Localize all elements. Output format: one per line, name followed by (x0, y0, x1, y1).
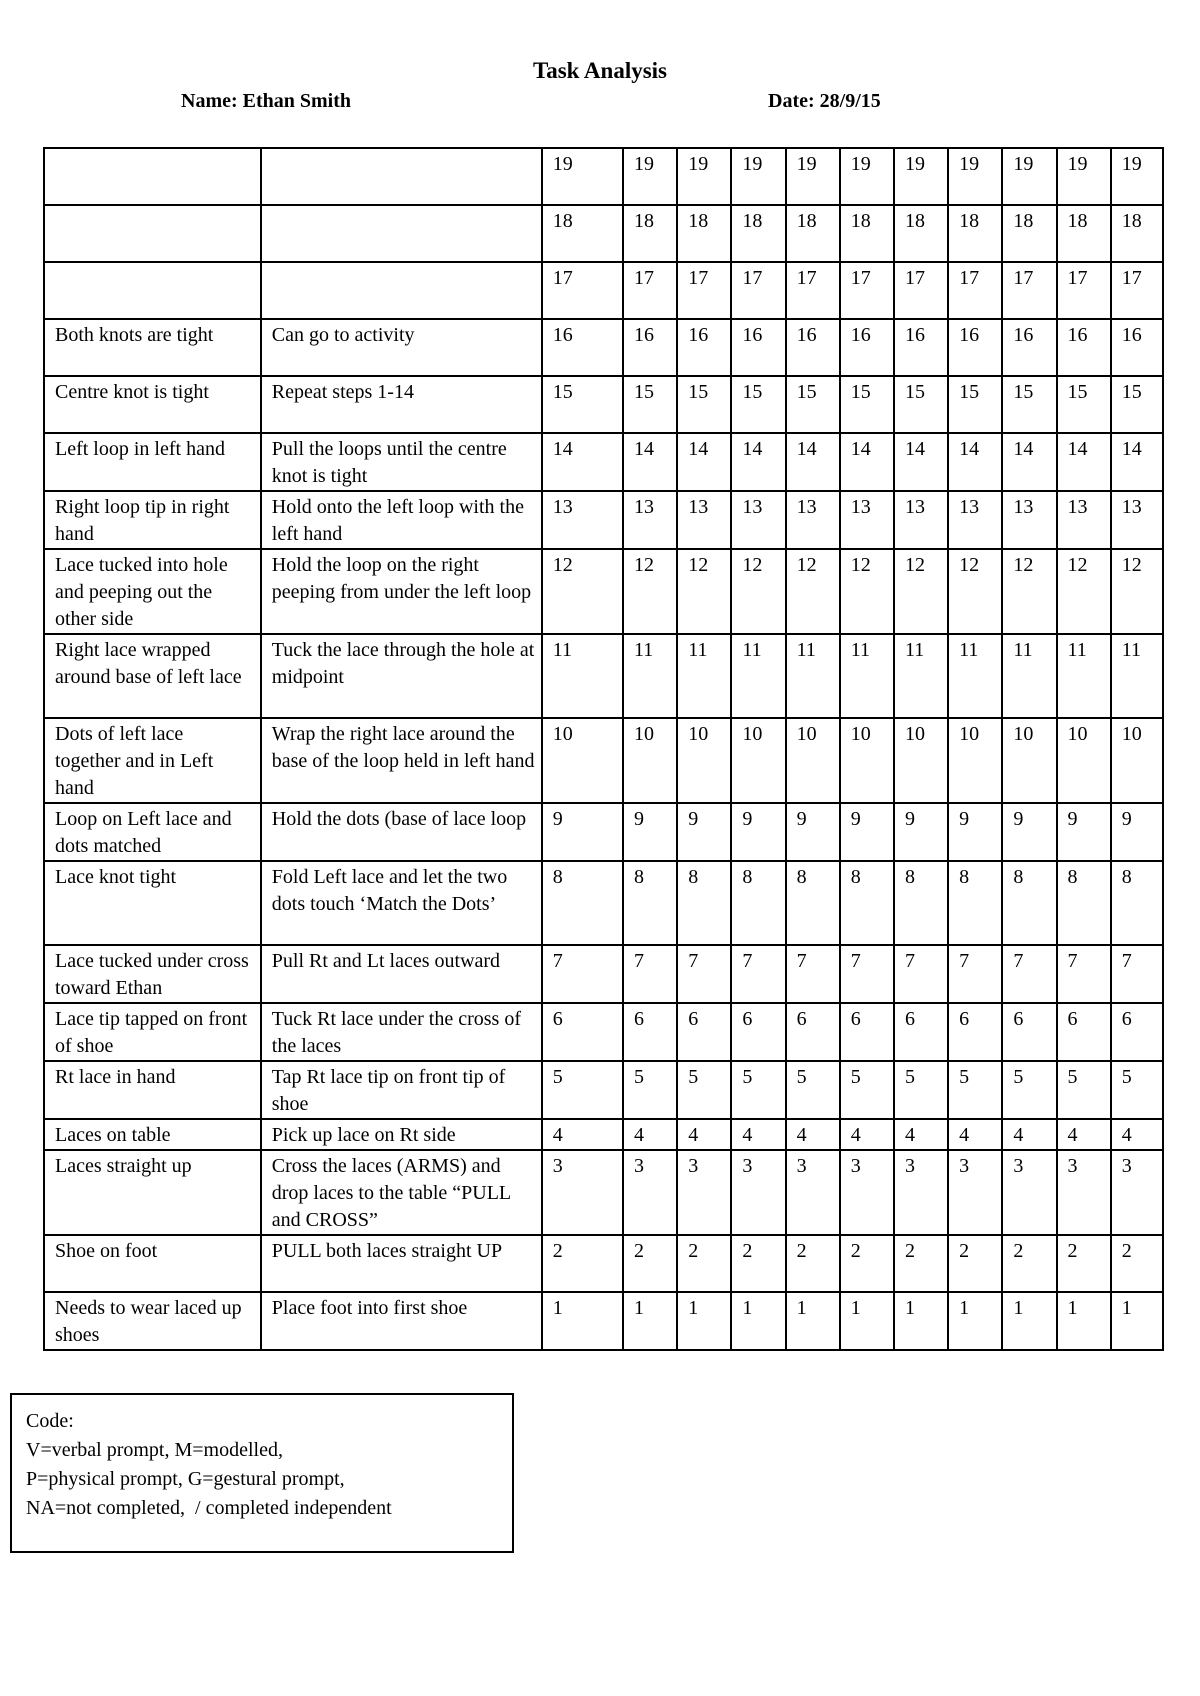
trial-cell[interactable]: 15 (948, 376, 1002, 433)
stimulus-cell: Both knots are tight (44, 319, 261, 376)
trial-cell[interactable]: 2 (623, 1235, 677, 1292)
trial-cell[interactable]: 17 (542, 262, 623, 319)
trial-cell[interactable]: 11 (1111, 634, 1163, 718)
trial-cell[interactable]: 13 (948, 491, 1002, 549)
trial-cell[interactable]: 7 (840, 945, 894, 1003)
trial-cell[interactable]: 15 (1111, 376, 1163, 433)
trial-cell[interactable]: 5 (894, 1061, 948, 1119)
trial-cell[interactable]: 17 (1111, 262, 1163, 319)
trial-cell[interactable]: 11 (948, 634, 1002, 718)
response-cell: Hold the loop on the right peeping from under the left loop (261, 549, 542, 634)
trial-cell[interactable]: 4 (677, 1119, 731, 1150)
trial-cell[interactable]: 17 (677, 262, 731, 319)
table-row (44, 1150, 1163, 1235)
trial-cell[interactable]: 16 (1111, 319, 1163, 376)
trial-cell[interactable]: 17 (894, 262, 948, 319)
table-row (44, 945, 1163, 1003)
trial-cell[interactable]: 8 (840, 861, 894, 945)
trial-cell[interactable]: 14 (786, 433, 840, 491)
trial-cell[interactable]: 1 (840, 1292, 894, 1350)
student-name: Name: Ethan Smith (181, 90, 352, 112)
trial-cell[interactable]: 2 (677, 1235, 731, 1292)
trial-cell[interactable]: 19 (1002, 148, 1056, 205)
trial-cell[interactable]: 13 (623, 491, 677, 549)
response-cell (261, 262, 542, 319)
response-cell: Repeat steps 1-14 (261, 376, 542, 433)
trial-cell[interactable]: 14 (948, 433, 1002, 491)
trial-cell[interactable]: 6 (840, 1003, 894, 1061)
trial-cell[interactable]: 3 (1057, 1150, 1111, 1235)
assessment-date: Date: 28/9/15 (768, 90, 881, 112)
trial-cell[interactable]: 19 (1057, 148, 1111, 205)
trial-cell[interactable]: 6 (894, 1003, 948, 1061)
trial-cell[interactable]: 8 (1111, 861, 1163, 945)
trial-cell[interactable]: 16 (786, 319, 840, 376)
table-row (44, 319, 1163, 376)
trial-cell[interactable]: 7 (948, 945, 1002, 1003)
trial-cell[interactable]: 13 (677, 491, 731, 549)
table-row (44, 803, 1163, 861)
code-legend-line: NA=not completed, / completed independent (26, 1497, 392, 1519)
trial-cell[interactable]: 4 (786, 1119, 840, 1150)
trial-cell[interactable]: 16 (948, 319, 1002, 376)
response-cell (261, 205, 542, 262)
table-row (44, 262, 1163, 319)
trial-cell[interactable]: 11 (542, 634, 623, 718)
trial-cell[interactable]: 10 (894, 718, 948, 803)
stimulus-cell: Right loop tip in right hand (44, 491, 261, 549)
trial-cell[interactable]: 18 (786, 205, 840, 262)
trial-cell[interactable]: 3 (894, 1150, 948, 1235)
trial-cell[interactable]: 16 (542, 319, 623, 376)
trial-cell[interactable]: 5 (1002, 1061, 1056, 1119)
stimulus-cell: Lace tucked into hole and peeping out the other side (44, 549, 261, 634)
trial-cell[interactable]: 7 (894, 945, 948, 1003)
trial-cell[interactable]: 8 (1057, 861, 1111, 945)
trial-cell[interactable]: 8 (1002, 861, 1056, 945)
trial-cell[interactable]: 19 (840, 148, 894, 205)
trial-cell[interactable]: 13 (1111, 491, 1163, 549)
trial-cell[interactable]: 7 (786, 945, 840, 1003)
trial-cell[interactable]: 19 (1111, 148, 1163, 205)
response-cell: Pull Rt and Lt laces outward (261, 945, 542, 1003)
trial-cell[interactable]: 17 (1002, 262, 1056, 319)
stimulus-cell: Lace knot tight (44, 861, 261, 945)
trial-cell[interactable]: 6 (1002, 1003, 1056, 1061)
trial-cell[interactable]: 9 (948, 803, 1002, 861)
trial-cell[interactable]: 7 (677, 945, 731, 1003)
trial-cell[interactable]: 6 (1057, 1003, 1111, 1061)
trial-cell[interactable]: 5 (1057, 1061, 1111, 1119)
trial-cell[interactable]: 13 (1002, 491, 1056, 549)
response-cell: Hold onto the left loop with the left hand (261, 491, 542, 549)
trial-cell[interactable]: 8 (677, 861, 731, 945)
trial-cell[interactable]: 14 (1002, 433, 1056, 491)
stimulus-cell: Laces on table (44, 1119, 261, 1150)
trial-cell[interactable]: 13 (840, 491, 894, 549)
trial-cell[interactable]: 1 (623, 1292, 677, 1350)
trial-cell[interactable]: 14 (894, 433, 948, 491)
trial-cell[interactable]: 4 (731, 1119, 785, 1150)
trial-cell[interactable]: 14 (1111, 433, 1163, 491)
trial-cell[interactable]: 1 (731, 1292, 785, 1350)
trial-cell[interactable]: 15 (731, 376, 785, 433)
trial-cell[interactable]: 1 (677, 1292, 731, 1350)
trial-cell[interactable]: 1 (1002, 1292, 1056, 1350)
code-legend-line: P=physical prompt, G=gestural prompt, (26, 1468, 345, 1490)
table-row (44, 205, 1163, 262)
trial-cell[interactable]: 10 (1057, 718, 1111, 803)
table-row (44, 1292, 1163, 1350)
trial-cell[interactable]: 10 (1111, 718, 1163, 803)
stimulus-cell: Left loop in left hand (44, 433, 261, 491)
trial-cell[interactable]: 3 (731, 1150, 785, 1235)
trial-cell[interactable]: 4 (894, 1119, 948, 1150)
trial-cell[interactable]: 14 (840, 433, 894, 491)
trial-cell[interactable]: 3 (623, 1150, 677, 1235)
stimulus-cell: Loop on Left lace and dots matched (44, 803, 261, 861)
trial-cell[interactable]: 11 (623, 634, 677, 718)
stimulus-cell: Lace tip tapped on front of shoe (44, 1003, 261, 1061)
stimulus-cell (44, 205, 261, 262)
response-cell: Fold Left lace and let the two dots touch ‘Match the Dots’ (261, 861, 542, 945)
response-cell (261, 148, 542, 205)
trial-cell[interactable]: 15 (1002, 376, 1056, 433)
response-cell: Tuck the lace through the hole at midpoint (261, 634, 542, 718)
code-legend-box (10, 1393, 514, 1553)
trial-cell[interactable]: 1 (1057, 1292, 1111, 1350)
trial-cell[interactable]: 13 (542, 491, 623, 549)
stimulus-cell: Right lace wrapped around base of left lace (44, 634, 261, 718)
trial-cell[interactable]: 8 (948, 861, 1002, 945)
trial-cell[interactable]: 5 (677, 1061, 731, 1119)
trial-cell[interactable]: 18 (894, 205, 948, 262)
trial-cell[interactable]: 13 (731, 491, 785, 549)
trial-cell[interactable]: 4 (948, 1119, 1002, 1150)
trial-cell[interactable]: 16 (731, 319, 785, 376)
trial-cell[interactable]: 18 (840, 205, 894, 262)
trial-cell[interactable]: 14 (731, 433, 785, 491)
trial-cell[interactable]: 8 (786, 861, 840, 945)
trial-cell[interactable]: 1 (948, 1292, 1002, 1350)
trial-cell[interactable]: 5 (786, 1061, 840, 1119)
trial-cell[interactable]: 2 (840, 1235, 894, 1292)
trial-cell[interactable]: 5 (542, 1061, 623, 1119)
trial-cell[interactable]: 8 (542, 861, 623, 945)
response-cell: PULL both laces straight UP (261, 1235, 542, 1292)
trial-cell[interactable]: 1 (542, 1292, 623, 1350)
trial-cell[interactable]: 10 (623, 718, 677, 803)
response-cell: Pull the loops until the centre knot is tight (261, 433, 542, 491)
trial-cell[interactable]: 2 (894, 1235, 948, 1292)
stimulus-cell: Dots of left lace together and in Left hand (44, 718, 261, 803)
trial-cell[interactable]: 6 (623, 1003, 677, 1061)
trial-cell[interactable]: 19 (948, 148, 1002, 205)
trial-cell[interactable]: 15 (894, 376, 948, 433)
stimulus-cell: Lace tucked under cross toward Ethan (44, 945, 261, 1003)
table-row (44, 491, 1163, 549)
response-cell: Tuck Rt lace under the cross of the laces (261, 1003, 542, 1061)
trial-cell[interactable]: 19 (731, 148, 785, 205)
stimulus-cell: Centre knot is tight (44, 376, 261, 433)
trial-cell[interactable]: 12 (542, 549, 623, 634)
table-row (44, 1119, 1163, 1150)
response-cell: Wrap the right lace around the base of the loop held in left hand (261, 718, 542, 803)
trial-cell[interactable]: 9 (1111, 803, 1163, 861)
stimulus-cell: Needs to wear laced up shoes (44, 1292, 261, 1350)
trial-cell[interactable]: 11 (1002, 634, 1056, 718)
trial-cell[interactable]: 12 (677, 549, 731, 634)
trial-cell[interactable]: 7 (731, 945, 785, 1003)
trial-cell[interactable]: 7 (542, 945, 623, 1003)
trial-cell[interactable]: 14 (1057, 433, 1111, 491)
trial-cell[interactable]: 18 (623, 205, 677, 262)
trial-cell[interactable]: 15 (786, 376, 840, 433)
trial-cell[interactable]: 18 (1002, 205, 1056, 262)
trial-cell[interactable]: 4 (623, 1119, 677, 1150)
trial-cell[interactable]: 8 (894, 861, 948, 945)
trial-cell[interactable]: 5 (840, 1061, 894, 1119)
trial-cell[interactable]: 16 (1057, 319, 1111, 376)
trial-cell[interactable]: 5 (1111, 1061, 1163, 1119)
trial-cell[interactable]: 2 (948, 1235, 1002, 1292)
stimulus-cell (44, 148, 261, 205)
trial-cell[interactable]: 17 (840, 262, 894, 319)
trial-cell[interactable]: 16 (623, 319, 677, 376)
trial-cell[interactable]: 9 (623, 803, 677, 861)
trial-cell[interactable]: 2 (731, 1235, 785, 1292)
trial-cell[interactable]: 11 (731, 634, 785, 718)
trial-cell[interactable]: 10 (840, 718, 894, 803)
stimulus-cell: Rt lace in hand (44, 1061, 261, 1119)
trial-cell[interactable]: 6 (1111, 1003, 1163, 1061)
table-row (44, 634, 1163, 718)
trial-cell[interactable]: 11 (894, 634, 948, 718)
trial-cell[interactable]: 14 (542, 433, 623, 491)
trial-cell[interactable]: 12 (1057, 549, 1111, 634)
trial-cell[interactable]: 6 (677, 1003, 731, 1061)
trial-cell[interactable]: 16 (677, 319, 731, 376)
trial-cell[interactable]: 17 (1057, 262, 1111, 319)
response-cell: Hold the dots (base of lace loop (261, 803, 542, 861)
trial-cell[interactable]: 18 (677, 205, 731, 262)
trial-cell[interactable]: 2 (1057, 1235, 1111, 1292)
trial-cell[interactable]: 2 (786, 1235, 840, 1292)
trial-cell[interactable]: 10 (677, 718, 731, 803)
trial-cell[interactable]: 2 (542, 1235, 623, 1292)
table-row (44, 148, 1163, 205)
trial-cell[interactable]: 15 (677, 376, 731, 433)
trial-cell[interactable]: 18 (1111, 205, 1163, 262)
trial-cell[interactable]: 14 (623, 433, 677, 491)
trial-cell[interactable]: 13 (894, 491, 948, 549)
stimulus-cell: Shoe on foot (44, 1235, 261, 1292)
trial-cell[interactable]: 4 (542, 1119, 623, 1150)
trial-cell[interactable]: 9 (1057, 803, 1111, 861)
trial-cell[interactable]: 7 (623, 945, 677, 1003)
trial-cell[interactable]: 11 (840, 634, 894, 718)
trial-cell[interactable]: 16 (1002, 319, 1056, 376)
trial-cell[interactable]: 4 (1111, 1119, 1163, 1150)
trial-cell[interactable]: 19 (894, 148, 948, 205)
trial-cell[interactable]: 11 (786, 634, 840, 718)
table-row (44, 861, 1163, 945)
table-row (44, 376, 1163, 433)
trial-cell[interactable]: 3 (840, 1150, 894, 1235)
trial-cell[interactable]: 13 (1057, 491, 1111, 549)
trial-cell[interactable]: 11 (1057, 634, 1111, 718)
code-legend-line: V=verbal prompt, M=modelled, (26, 1439, 283, 1461)
trial-cell[interactable]: 8 (731, 861, 785, 945)
code-legend-heading: Code: (26, 1410, 74, 1432)
trial-cell[interactable]: 3 (786, 1150, 840, 1235)
trial-cell[interactable]: 18 (948, 205, 1002, 262)
trial-cell[interactable]: 11 (677, 634, 731, 718)
trial-cell[interactable]: 19 (786, 148, 840, 205)
trial-cell[interactable]: 5 (623, 1061, 677, 1119)
trial-cell[interactable]: 18 (1057, 205, 1111, 262)
trial-cell[interactable]: 10 (542, 718, 623, 803)
page-title: Task Analysis (532, 58, 668, 83)
trial-cell[interactable]: 12 (894, 549, 948, 634)
trial-cell[interactable]: 19 (542, 148, 623, 205)
trial-cell[interactable]: 1 (1111, 1292, 1163, 1350)
trial-cell[interactable]: 8 (623, 861, 677, 945)
response-cell: Tap Rt lace tip on front tip of shoe (261, 1061, 542, 1119)
trial-cell[interactable]: 9 (894, 803, 948, 861)
trial-cell[interactable]: 2 (1002, 1235, 1056, 1292)
trial-cell[interactable]: 9 (1002, 803, 1056, 861)
trial-cell[interactable]: 10 (1002, 718, 1056, 803)
trial-cell[interactable]: 15 (542, 376, 623, 433)
trial-cell[interactable]: 9 (786, 803, 840, 861)
trial-cell[interactable]: 4 (1057, 1119, 1111, 1150)
trial-cell[interactable]: 17 (786, 262, 840, 319)
trial-cell[interactable]: 12 (840, 549, 894, 634)
trial-cell[interactable]: 12 (948, 549, 1002, 634)
table-row (44, 1003, 1163, 1061)
trial-cell[interactable]: 10 (731, 718, 785, 803)
trial-cell[interactable]: 17 (731, 262, 785, 319)
trial-cell[interactable]: 19 (623, 148, 677, 205)
trial-cell[interactable]: 15 (840, 376, 894, 433)
trial-cell[interactable]: 3 (677, 1150, 731, 1235)
stimulus-cell: Laces straight up (44, 1150, 261, 1235)
trial-cell[interactable]: 1 (894, 1292, 948, 1350)
stimulus-cell (44, 262, 261, 319)
trial-cell[interactable]: 17 (948, 262, 1002, 319)
response-cell: Place foot into first shoe (261, 1292, 542, 1350)
task-analysis-body (44, 148, 1163, 1350)
trial-cell[interactable]: 1 (786, 1292, 840, 1350)
response-cell: Pick up lace on Rt side (261, 1119, 542, 1150)
trial-cell[interactable]: 3 (1111, 1150, 1163, 1235)
trial-cell[interactable]: 12 (786, 549, 840, 634)
trial-cell[interactable]: 9 (542, 803, 623, 861)
trial-cell[interactable]: 3 (542, 1150, 623, 1235)
task-analysis-table (43, 147, 1164, 1351)
trial-cell[interactable]: 5 (731, 1061, 785, 1119)
trial-cell[interactable]: 6 (542, 1003, 623, 1061)
trial-cell[interactable]: 19 (677, 148, 731, 205)
trial-cell[interactable]: 14 (677, 433, 731, 491)
trial-cell[interactable]: 7 (1111, 945, 1163, 1003)
trial-cell[interactable]: 12 (623, 549, 677, 634)
trial-cell[interactable]: 9 (677, 803, 731, 861)
trial-cell[interactable]: 3 (1002, 1150, 1056, 1235)
trial-cell[interactable]: 12 (1002, 549, 1056, 634)
trial-cell[interactable]: 7 (1057, 945, 1111, 1003)
trial-cell[interactable]: 18 (542, 205, 623, 262)
trial-cell[interactable]: 5 (948, 1061, 1002, 1119)
trial-cell[interactable]: 6 (731, 1003, 785, 1061)
trial-cell[interactable]: 9 (840, 803, 894, 861)
table-row (44, 1061, 1163, 1119)
trial-cell[interactable]: 10 (948, 718, 1002, 803)
trial-cell[interactable]: 6 (786, 1003, 840, 1061)
trial-cell[interactable]: 4 (1002, 1119, 1056, 1150)
trial-cell[interactable]: 2 (1111, 1235, 1163, 1292)
trial-cell[interactable]: 3 (948, 1150, 1002, 1235)
trial-cell[interactable]: 12 (731, 549, 785, 634)
trial-cell[interactable]: 13 (786, 491, 840, 549)
trial-cell[interactable]: 10 (786, 718, 840, 803)
trial-cell[interactable]: 15 (623, 376, 677, 433)
table-row (44, 1235, 1163, 1292)
response-cell: Can go to activity (261, 319, 542, 376)
trial-cell[interactable]: 12 (1111, 549, 1163, 634)
response-cell: Cross the laces (ARMS) and drop laces to the table “PULL and CROSS” (261, 1150, 542, 1235)
table-row (44, 549, 1163, 634)
table-row (44, 718, 1163, 803)
trial-cell[interactable]: 16 (840, 319, 894, 376)
table-row (44, 433, 1163, 491)
trial-cell[interactable]: 16 (894, 319, 948, 376)
trial-cell[interactable]: 7 (1002, 945, 1056, 1003)
trial-cell[interactable]: 6 (948, 1003, 1002, 1061)
trial-cell[interactable]: 17 (623, 262, 677, 319)
trial-cell[interactable]: 18 (731, 205, 785, 262)
trial-cell[interactable]: 4 (840, 1119, 894, 1150)
trial-cell[interactable]: 15 (1057, 376, 1111, 433)
trial-cell[interactable]: 9 (731, 803, 785, 861)
